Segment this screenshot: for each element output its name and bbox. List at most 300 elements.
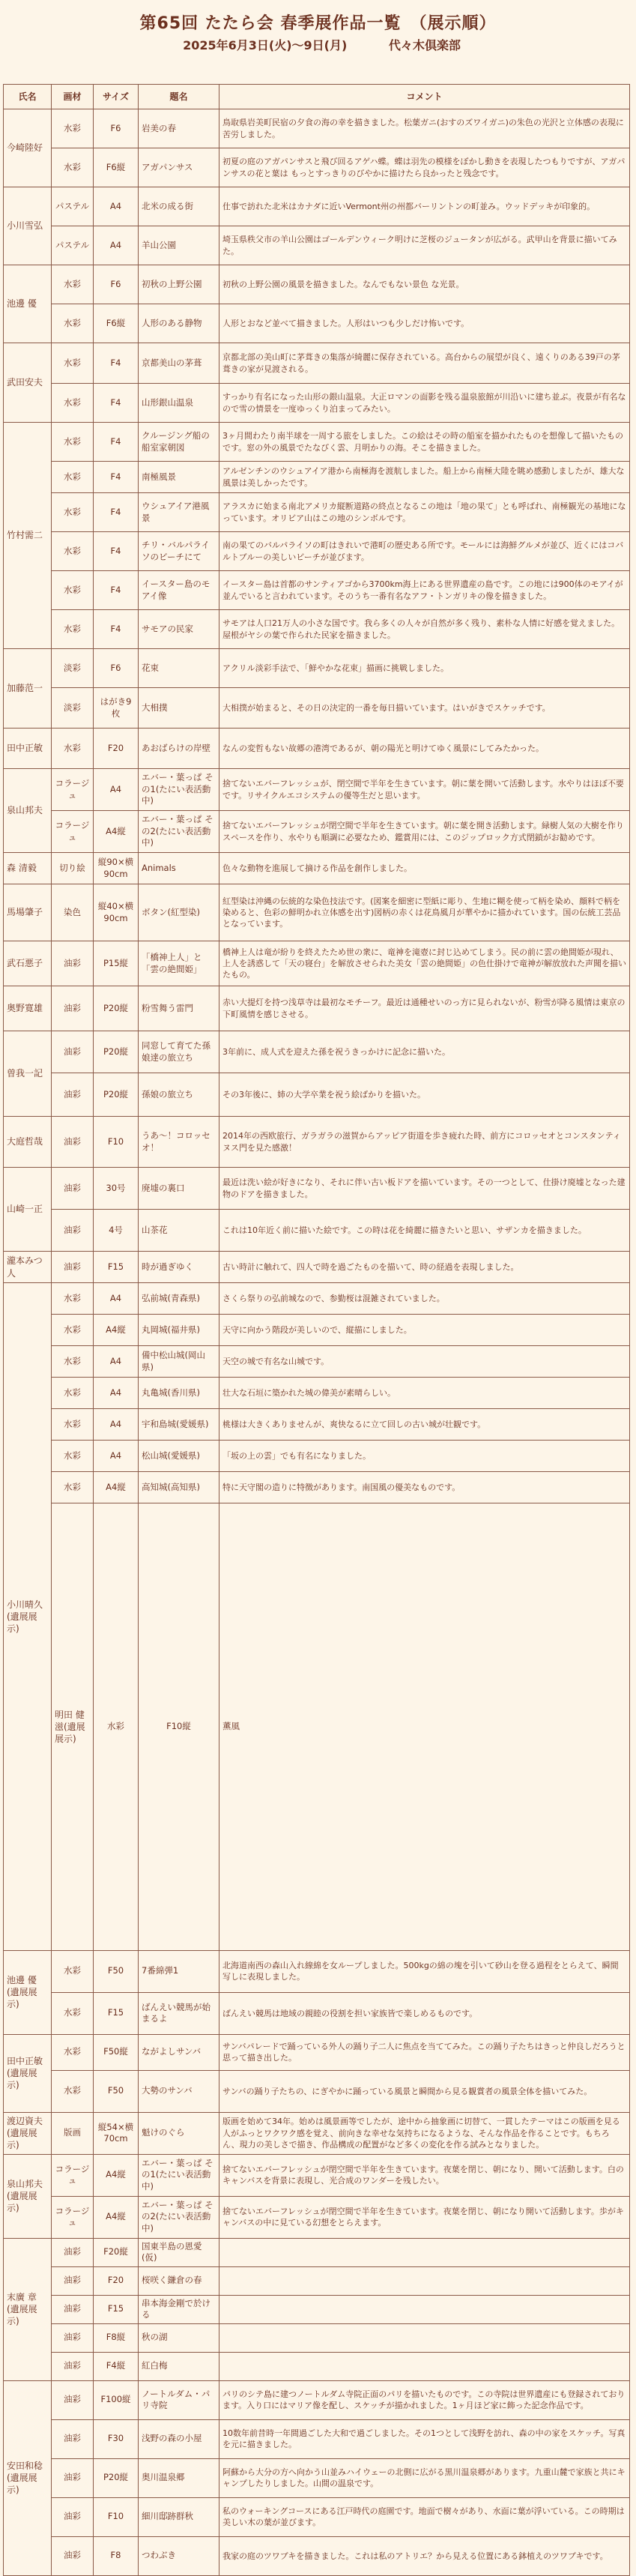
size-cell: F20縦 — [94, 2238, 139, 2266]
artist-name-cell: 瀧本みつ人 — [4, 1252, 52, 1283]
title-cell: 同窓して育てた孫娘達の旅立ち — [139, 1031, 219, 1073]
comment-cell: さくら祭りの弘前城なので、参勤桜は混雑されていました。 — [219, 1283, 630, 1315]
title-cell: ノートルダム・パリ寺院 — [139, 2380, 219, 2419]
title-cell: 山形銀山温泉 — [139, 384, 219, 423]
table-row — [4, 2238, 630, 2266]
table-row — [4, 187, 630, 226]
table-row — [4, 2380, 630, 2419]
size-cell: F8 — [94, 2536, 139, 2575]
title-cell: 粉雪舞う雷門 — [139, 986, 219, 1031]
medium-cell: 切り絵 — [52, 853, 94, 884]
medium-cell: 油彩 — [52, 2536, 94, 2575]
size-cell: A4縦 — [94, 811, 139, 853]
comment-cell: 紅型染は沖縄の伝統的な染色技法です。(図案を細密に型紙に彫り、生地に糊を使って柄を染め、顔料で柄を染めると、色彩の鮮明かれ立体感を出す)図柄の赤くは花鳥風月が華やかに描かれています。国の伝統工芸品となっています。 — [219, 884, 630, 941]
size-cell: F10縦 — [139, 1503, 219, 1951]
comment-cell — [219, 2352, 630, 2380]
comment-cell: 我家の庭のツワブキを描きました。これは私のアトリエ？から見える位置にある鉢植えのツワブキです。 — [219, 2536, 630, 2575]
medium-cell: 水彩 — [52, 493, 94, 532]
medium-cell: 水彩 — [52, 1346, 94, 1378]
title-cell: エバー・葉っぱ その1(たにい表活動中) — [139, 769, 219, 811]
comment-cell: イースター島は首都のサンティアゴから3700km海上にある世界遺産の島です。この地には900体のモアイが並んでいると言われています。そのうち一番有名なアフ・トンガリキの像を描きました。 — [219, 571, 630, 610]
artist-name-cell: 泉山邦夫 — [4, 769, 52, 853]
medium-cell: 水彩 — [52, 1315, 94, 1346]
medium-cell: 水彩 — [52, 2034, 94, 2070]
table-row — [4, 571, 630, 610]
title-cell: ボタン(紅型染) — [139, 884, 219, 941]
title-cell: 秋の湖 — [139, 2323, 219, 2352]
artist-name-cell: 馬場肇子 — [4, 884, 52, 941]
title-cell: 廃墟の裏口 — [139, 1168, 219, 1210]
size-cell: 縦40×横90cm — [94, 884, 139, 941]
table-row — [4, 304, 630, 343]
table-row — [4, 2352, 630, 2380]
title-cell: イースター島のモアイ像 — [139, 571, 219, 610]
table-row — [4, 226, 630, 265]
artist-name-cell: 今崎陸好 — [4, 109, 52, 187]
size-cell: P20縦 — [94, 1031, 139, 1073]
medium-cell: 水彩 — [52, 1409, 94, 1441]
comment-cell: 壮大な石垣に築かれた城の偉美が素晴らしい。 — [219, 1378, 630, 1409]
size-cell: P20縦 — [94, 986, 139, 1031]
medium-cell: 水彩 — [52, 1950, 94, 1992]
comment-cell: 3ヶ月間わたり南半球を一周する旅をしました。この絵はその時の船室を描かれたものを想像して描いたものです。窓の外の風景でたなびく雲、月明かりの海。そこを描きました。 — [219, 423, 630, 462]
title-cell: 北米の成る街 — [139, 187, 219, 226]
size-cell: F4 — [94, 610, 139, 649]
medium-cell: 水彩 — [52, 532, 94, 571]
col-header-title: 題名 — [139, 85, 219, 109]
table-row — [4, 1210, 630, 1252]
medium-cell: 油彩 — [52, 1117, 94, 1168]
medium-cell: 淡彩 — [52, 688, 94, 729]
medium-cell: 水彩 — [52, 1283, 94, 1315]
size-cell: P20縦 — [94, 1073, 139, 1117]
table-row — [4, 811, 630, 853]
title-cell: 丸岡城(福井県) — [139, 1315, 219, 1346]
title-cell: 浅野の森の小屋 — [139, 2419, 219, 2458]
table-row — [4, 1950, 630, 1992]
table-row — [4, 2196, 630, 2238]
title-cell: 細川邸跡群秋 — [139, 2497, 219, 2536]
table-row — [4, 1073, 630, 1117]
title-cell: エバー・葉っぱ その1(たにい表活動中) — [139, 2154, 219, 2196]
table-row — [4, 941, 630, 986]
size-cell: F4 — [94, 493, 139, 532]
medium-cell: コラージュ — [52, 769, 94, 811]
page-title: 第65回 たたら会 春季展作品一覧 （展示順） — [139, 14, 497, 33]
venue-name: 代々木倶楽部 — [388, 38, 461, 52]
comment-cell: 特に天守閣の造りに特徴があります。南国風の優美なものです。 — [219, 1472, 630, 1503]
comment-cell: 人形とおなど並べて描きました。人形はいつも少しだけ怖いです。 — [219, 304, 630, 343]
table-row — [4, 2070, 630, 2112]
medium-cell: 油彩 — [52, 2419, 94, 2458]
medium-cell: 水彩 — [52, 610, 94, 649]
comment-cell: 北海道南西の森山入れ線綿を女ループしました。500kgの綿の塊を引いて砂山を登る過程をとらえて、瞬間写しに表現しました。 — [219, 1950, 630, 1992]
table-row — [4, 265, 630, 304]
medium-cell: 油彩 — [52, 2323, 94, 2352]
comment-cell — [219, 2238, 630, 2266]
title-cell: 桜咲く鎌倉の春 — [139, 2266, 219, 2295]
title-cell: 松山城(愛媛県) — [139, 1441, 219, 1472]
table-row — [4, 109, 630, 148]
medium-cell: 水彩 — [52, 304, 94, 343]
title-cell: 人形のある静物 — [139, 304, 219, 343]
size-cell: A4 — [94, 769, 139, 811]
artist-name-cell: 泉山邦夫(遺展展示) — [4, 2154, 52, 2238]
table-row — [4, 853, 630, 884]
title-cell: 奥川温泉郷 — [139, 2458, 219, 2497]
comment-cell: 天空の城で有名な山城です。 — [219, 1346, 630, 1378]
medium-cell: 水彩 — [52, 1378, 94, 1409]
artist-name-cell: 森 清毅 — [4, 853, 52, 884]
medium-cell: 水彩 — [94, 1503, 139, 1951]
medium-cell: 油彩 — [52, 2458, 94, 2497]
size-cell: A4 — [94, 226, 139, 265]
comment-cell: パリのシテ島に建つノートルダム寺院正面のパリを描いたものです。この寺院は世界遺産にも登録されております。入り口にはマリア像を配し、スケッチが描かれました。1ヶ月ほど家に飾った記念作品です。 — [219, 2380, 630, 2419]
medium-cell: 油彩 — [52, 2295, 94, 2323]
table-row — [4, 148, 630, 187]
comment-cell: 色々な動物を進展して摘ける作品を創作しました。 — [219, 853, 630, 884]
medium-cell: 油彩 — [52, 1168, 94, 1210]
medium-cell: 油彩 — [52, 1031, 94, 1073]
size-cell: 30号 — [94, 1168, 139, 1210]
size-cell: F4 — [94, 571, 139, 610]
title-cell: 弘前城(青森県) — [139, 1283, 219, 1315]
title-cell: ながよしサンバ — [139, 2034, 219, 2070]
works-table — [3, 84, 630, 2576]
title-cell: 国東半島の恩愛(仮) — [139, 2238, 219, 2266]
size-cell: A4 — [94, 187, 139, 226]
medium-cell: 水彩 — [52, 148, 94, 187]
comment-cell: 赤い大提灯を持つ浅草寺は最初なモチーフ。最近は通種せいのっ方に見られないが、粉雪が降る風情は東京の下町風情を感じさせる。 — [219, 986, 630, 1031]
size-cell: F10 — [94, 1117, 139, 1168]
title-cell: 「橋神上人」と「雲の絶間姫」 — [139, 941, 219, 986]
size-cell: F6縦 — [94, 148, 139, 187]
exhibition-dates — [0, 36, 636, 53]
medium-cell: 版画 — [52, 2112, 94, 2154]
table-row — [4, 343, 630, 384]
artist-name-cell: 大庭哲哉 — [4, 1117, 52, 1168]
artist-name-cell: 田中正敏 — [4, 729, 52, 769]
title-cell: 花束 — [139, 649, 219, 688]
medium-cell: 油彩 — [52, 2238, 94, 2266]
comment-cell: アクリル淡彩手法で、「鮮やかな花束」描画に挑戦しました。 — [219, 649, 630, 688]
table-row — [4, 1117, 630, 1168]
size-cell: F50縦 — [94, 2034, 139, 2070]
col-header-size: サイズ — [94, 85, 139, 109]
comment-cell: 私のウォーキングコースにある江戸時代の庭園です。地面で樹々があり、水面に葉が浮いている。この時期は美しい木の葉が並びます。 — [219, 2497, 630, 2536]
table-row — [4, 1346, 630, 1378]
title-cell: 串本海金剛で於ける — [139, 2295, 219, 2323]
title-cell: サモアの民家 — [139, 610, 219, 649]
table-row — [4, 2497, 630, 2536]
medium-cell: 油彩 — [52, 941, 94, 986]
size-cell: はがき9枚 — [94, 688, 139, 729]
comment-cell: 大相撲が始まると、その日の決定的一番を毎日描いています。はいがきでスケッチです。 — [219, 688, 630, 729]
comment-cell: 初夏の庭のアガパンサスと飛び回るアゲハ蝶。蝶は羽先の模様をぼかし動きを表現したつもりですが、アガパンサスの花と葉は もっとすっきりのびやかに描けたら良かったと残念です。 — [219, 148, 630, 187]
medium-cell: コラージュ — [52, 2154, 94, 2196]
title-cell: 孫娘の旅立ち — [139, 1073, 219, 1117]
title-cell: 宇和島城(愛媛県) — [139, 1409, 219, 1441]
table-row — [4, 610, 630, 649]
medium-cell: 水彩 — [52, 1441, 94, 1472]
table-row — [4, 2295, 630, 2323]
artist-name-cell: 奥野寛雄 — [4, 986, 52, 1031]
size-cell: F8縦 — [94, 2323, 139, 2352]
medium-cell: コラージュ — [52, 811, 94, 853]
medium-cell: 淡彩 — [52, 649, 94, 688]
medium-cell: コラージュ — [52, 2196, 94, 2238]
comment-cell — [219, 2295, 630, 2323]
table-row — [4, 1378, 630, 1409]
size-cell: F20 — [94, 729, 139, 769]
comment-cell: その3年後に、姉の大学卒業を祝う絵ばかりを描いた。 — [219, 1073, 630, 1117]
title-cell: 大相撲 — [139, 688, 219, 729]
size-cell: A4 — [94, 1346, 139, 1378]
table-row — [4, 1503, 630, 1951]
size-cell: F4 — [94, 532, 139, 571]
table-row — [4, 384, 630, 423]
table-row — [4, 1031, 630, 1073]
size-cell: A4縦 — [94, 1472, 139, 1503]
comment-cell: アラスカに始まる南北アメリカ縦断道路の終点となるこの地は「地の果て」とも呼ばれ、南極観光の基地になっています。オリビア山はこの地のシンボルです。 — [219, 493, 630, 532]
size-cell: F10 — [94, 2497, 139, 2536]
comment-cell: 埼玉県秩父市の羊山公園はゴールデンウィーク明けに芝桜のジュータンが広がる。武甲山を背景に描いてみた。 — [219, 226, 630, 265]
table-row — [4, 2536, 630, 2575]
artist-name-cell: 池邊 優 — [4, 265, 52, 343]
size-cell: F4 — [94, 384, 139, 423]
table-row — [4, 986, 630, 1031]
title-cell: 高知城(高知県) — [139, 1472, 219, 1503]
size-cell: F30 — [94, 2419, 139, 2458]
medium-cell: パステル — [52, 187, 94, 226]
medium-cell: 水彩 — [52, 1472, 94, 1503]
comment-cell: 捨てないエバーフレッシュが閉空間で半年を生きています。朝に葉を開き活動します。緑樹人気の大樹を作りスペースを作り、水やりも順調に必要なため、鑑賞用には、このジップロック方式閉鎖がお勧めです。 — [219, 811, 630, 853]
artist-name-cell: 明田 健滋(遺展展示) — [52, 1503, 94, 1951]
size-cell: F20 — [94, 2266, 139, 2295]
medium-cell: 油彩 — [52, 2266, 94, 2295]
table-row — [4, 532, 630, 571]
comment-cell: すっかり有名になった山形の銀山温泉。大正ロマンの面影を残る温泉旅館が川沿いに建ち並ぶ。夜景が有名なので雪の情景を一度ゆっくり泊まってみたい。 — [219, 384, 630, 423]
size-cell: F4 — [94, 343, 139, 384]
medium-cell: 水彩 — [52, 1992, 94, 2034]
comment-cell: 橋神上人は竜が紛りを終えたため世の衆に、竜神を滝壺に封じ込めてしまう。民の前に雲の絶間姫が現れ、上人を誘惑して「天の寝台」を解放させられた美女「雲の絶間姫」の色仕掛けで竜神が解放放れた声聞を描いたもの。 — [219, 941, 630, 986]
title-cell: Animals — [139, 853, 219, 884]
table-row — [4, 884, 630, 941]
medium-cell: 水彩 — [52, 265, 94, 304]
size-cell: F6 — [94, 109, 139, 148]
comment-cell: サンバの踊り子たちの、にぎやかに踊っている風景と瞬間から見る観賞者の風景全体を描いてみた。 — [219, 2070, 630, 2112]
size-cell: P20縦 — [94, 2458, 139, 2497]
size-cell: A4縦 — [94, 2154, 139, 2196]
table-row — [4, 1409, 630, 1441]
comment-cell: なんの変哲もない故郷の港湾であるが、朝の陽光と明けてゆく風景にしてみたかった。 — [219, 729, 630, 769]
medium-cell: 水彩 — [52, 109, 94, 148]
comment-cell: これは10年近く前に描いた絵です。この時は花を綺麗に描きたいと思い、サザンカを描きました。 — [219, 1210, 630, 1252]
title-cell: うあ～！コロッセオ！ — [139, 1117, 219, 1168]
table-row — [4, 769, 630, 811]
col-header-comment: コメント — [219, 85, 630, 109]
medium-cell: 水彩 — [52, 462, 94, 493]
title-cell: 丸亀城(香川県) — [139, 1378, 219, 1409]
size-cell: 縦54×横70cm — [94, 2112, 139, 2154]
col-header-medium: 画材 — [52, 85, 94, 109]
comment-cell: 仕事で訪れた北米はカナダに近いVermont州の州都バーリントンの町並み。ウッドデッキが印象的。 — [219, 187, 630, 226]
title-cell: チリ・バルパライソのビーチにて — [139, 532, 219, 571]
size-cell: A4 — [94, 1283, 139, 1315]
size-cell: F50 — [94, 2070, 139, 2112]
table-row — [4, 2154, 630, 2196]
comment-cell: 最近は洗い絵が好きになり、それに伴い古い板ドアを描いています。その一つとして、仕掛け廃墟となった建物のドアを描きました。 — [219, 1168, 630, 1210]
table-row — [4, 2034, 630, 2070]
table-row — [4, 1441, 630, 1472]
medium-cell: 水彩 — [52, 729, 94, 769]
medium-cell: パステル — [52, 226, 94, 265]
title-cell: ばんえい競馬が始まるよ — [139, 1992, 219, 2034]
table-row — [4, 2112, 630, 2154]
comment-cell: 捨てないエバーフレッシュが、閉空間で半年を生きています。朝に葉を開いて活動します。水やりはほぼ不要です。リサイクルエコシステムの優等生だと思います。 — [219, 769, 630, 811]
size-cell: F15 — [94, 1992, 139, 2034]
comment-cell: ばんえい競馬は地域の親睦の役割を担い家族皆で楽しめるものです。 — [219, 1992, 630, 2034]
medium-cell: 油彩 — [52, 1073, 94, 1117]
artist-name-cell: 池邊 優(遺展展示) — [4, 1950, 52, 2034]
table-header-row — [4, 85, 630, 109]
artist-name-cell: 小川雪弘 — [4, 187, 52, 265]
size-cell: A4縦 — [94, 2196, 139, 2238]
size-cell: A4 — [94, 1409, 139, 1441]
size-cell: A4 — [94, 1378, 139, 1409]
title-cell: 初秋の上野公園 — [139, 265, 219, 304]
comment-cell: 鳥取県岩美町民宿の夕食の海の幸を描きました。松葉ガニ(おすのズワイガニ)の朱色の光沢と立体感の表現に苦労しました。 — [219, 109, 630, 148]
title-cell: 備中松山城(岡山県) — [139, 1346, 219, 1378]
size-cell: F100縦 — [94, 2380, 139, 2419]
table-row — [4, 2323, 630, 2352]
artist-name-cell: 武石悪子 — [4, 941, 52, 986]
table-row — [4, 1315, 630, 1346]
title-cell: ウシュアイア港風景 — [139, 493, 219, 532]
comment-cell — [219, 2323, 630, 2352]
comment-cell: アルゼンチンのウシュアイア港から南極海を渡航しました。船上から南極大陸を眺め感動しましたが、雄大な風景は美しかったです。 — [219, 462, 630, 493]
title-cell: 山茶花 — [139, 1210, 219, 1252]
table-row — [4, 729, 630, 769]
artist-name-cell: 武田安夫 — [4, 343, 52, 423]
title-cell: 薫風 — [219, 1503, 630, 1951]
comment-cell: 京都北部の美山町に茅葺きの集落が綺麗に保存されている。高台からの展望が良く、遠くりのある39戸の茅葺きの家が見渡される。 — [219, 343, 630, 384]
medium-cell: 染色 — [52, 884, 94, 941]
artist-name-cell: 田中正敏(遺展展示) — [4, 2034, 52, 2112]
title-cell: エバー・葉っぱ その2(たにい表活動中) — [139, 811, 219, 853]
medium-cell: 油彩 — [52, 1252, 94, 1283]
artist-name-cell: 安田和稔(遺展展示) — [4, 2380, 52, 2575]
comment-cell: 捨てないエバーフレッシュが閉空間で半年を生きています。夜葉を閉じ、朝になり開いて活動します。歩がキャンバスの中に見ている幻想をとらえます。 — [219, 2196, 630, 2238]
medium-cell: 水彩 — [52, 571, 94, 610]
artist-name-cell: 加藤范一 — [4, 649, 52, 729]
size-cell: F15 — [94, 2295, 139, 2323]
comment-cell: 3年前に、成人式を迎えた孫を祝うきっかけに記念に描いた。 — [219, 1031, 630, 1073]
table-row — [4, 1992, 630, 2034]
artist-name-cell: 竹村需二 — [4, 423, 52, 649]
comment-cell: 初秋の上野公園の風景を描きました。なんでもない景色 な光景。 — [219, 265, 630, 304]
medium-cell: 水彩 — [52, 423, 94, 462]
size-cell: A4縦 — [94, 1315, 139, 1346]
title-cell: エバー・葉っぱ その2(たにい表活動中) — [139, 2196, 219, 2238]
size-cell: F15 — [94, 1252, 139, 1283]
table-row — [4, 462, 630, 493]
table-row — [4, 688, 630, 729]
comment-cell: サンバパレードで踊っている外人の踊り子二人に焦点を当ててみた。この踊り子たちはきっと仲良しだろうと思って描き出した。 — [219, 2034, 630, 2070]
medium-cell: 油彩 — [52, 2352, 94, 2380]
comment-cell: 版画を始めて34年。始めは風景画等でしたが、途中から抽象画に切替て、一貫したテーマはこの版画を見る人がふっとワクワク感を覚え、前向きな幸せな気持ちになるような、そんな作品を作ることです。もちろん、現力の美しさで描き、作品構成の配置がなど多くの変化を作る試みとなりました。 — [219, 2112, 630, 2154]
size-cell: F4縦 — [94, 2352, 139, 2380]
table-row — [4, 1168, 630, 1210]
title-cell: 7番綿弾1 — [139, 1950, 219, 1992]
medium-cell: 水彩 — [52, 384, 94, 423]
medium-cell: 水彩 — [52, 2070, 94, 2112]
size-cell: P15縦 — [94, 941, 139, 986]
size-cell: F4 — [94, 423, 139, 462]
date-range: 2025年6月3日(火)～9日(月) — [183, 38, 348, 52]
table-row — [4, 423, 630, 462]
works-table-body — [4, 109, 630, 2576]
title-cell: あおばらけの岸壁 — [139, 729, 219, 769]
medium-cell: 油彩 — [52, 2497, 94, 2536]
medium-cell: 油彩 — [52, 986, 94, 1031]
size-cell: F6 — [94, 265, 139, 304]
table-row — [4, 2266, 630, 2295]
comment-cell: 古い時計に触れて、四人で時を過ごたものを描いて、時の経過を表現しました。 — [219, 1252, 630, 1283]
title-cell: 岩美の春 — [139, 109, 219, 148]
size-cell: F4 — [94, 462, 139, 493]
title-cell: 南極風景 — [139, 462, 219, 493]
comment-cell: 10数年前昔時一年間過ごした大和で過ごしました。その1つとして浅野を訪れ、森の中の家をスケッチ。写真を元に描きました。 — [219, 2419, 630, 2458]
size-cell: 縦90×横90cm — [94, 853, 139, 884]
size-cell: F6縦 — [94, 304, 139, 343]
title-cell: 時が過ぎゆく — [139, 1252, 219, 1283]
medium-cell: 油彩 — [52, 1210, 94, 1252]
artist-name-cell: 渡辺資夫(遺展展示) — [4, 2112, 52, 2154]
title-cell: クルージング船の船室家朝図 — [139, 423, 219, 462]
comment-cell: 南の果てのバルパライソの町はきれいで港町の歴史ある所です。モールには海鮮グルメが並び、近くにはコバルトブルーの美しいビーチが並びます。 — [219, 532, 630, 571]
size-cell: F50 — [94, 1950, 139, 1992]
title-cell: 魁けのぐら — [139, 2112, 219, 2154]
comment-cell: 天守に向かう階段が美しいので、縦描にしました。 — [219, 1315, 630, 1346]
comment-cell: 2014年の西欧旅行、ガラガラの滋賀からアッピア街道を歩き疲れた時、前方にコロッセオとコンスタンティヌス門を見た感激！ — [219, 1117, 630, 1168]
comment-cell — [219, 2266, 630, 2295]
table-row — [4, 1472, 630, 1503]
artist-name-cell: 末廣 章(遺展展示) — [4, 2238, 52, 2380]
medium-cell: 水彩 — [52, 343, 94, 384]
table-row — [4, 649, 630, 688]
comment-cell: 阿蘇から大分の方へ向かう山並みハイウェーの北側に広がる黒川温泉郷があります。九重山麓で家族と共にキャンプしたりしました。山間の温泉です。 — [219, 2458, 630, 2497]
table-row — [4, 1283, 630, 1315]
artist-name-cell: 山崎一正 — [4, 1168, 52, 1252]
title-cell: 紅白梅 — [139, 2352, 219, 2380]
title-cell: 羊山公園 — [139, 226, 219, 265]
title-cell: アガパンサス — [139, 148, 219, 187]
size-cell: A4 — [94, 1441, 139, 1472]
size-cell: F6 — [94, 649, 139, 688]
title-cell: つわぶき — [139, 2536, 219, 2575]
table-row — [4, 2419, 630, 2458]
table-row — [4, 493, 630, 532]
artist-name-cell: 曽我一記 — [4, 1031, 52, 1117]
table-row — [4, 2458, 630, 2497]
title-cell: 大勢のサンバ — [139, 2070, 219, 2112]
table-row — [4, 1252, 630, 1283]
size-cell: 4号 — [94, 1210, 139, 1252]
comment-cell: 捨てないエバーフレッシュが閉空間で半年を生きています。夜葉を閉じ、朝になり、開いて活動します。白のキャンバスを背景に表現し、光合成のワンダーを残したい。 — [219, 2154, 630, 2196]
comment-cell: 桃様は大きくありませんが、爽快なるに立て回しの古い城が壮観です。 — [219, 1409, 630, 1441]
comment-cell: 「坂の上の雲」でも有名になりました。 — [219, 1441, 630, 1472]
